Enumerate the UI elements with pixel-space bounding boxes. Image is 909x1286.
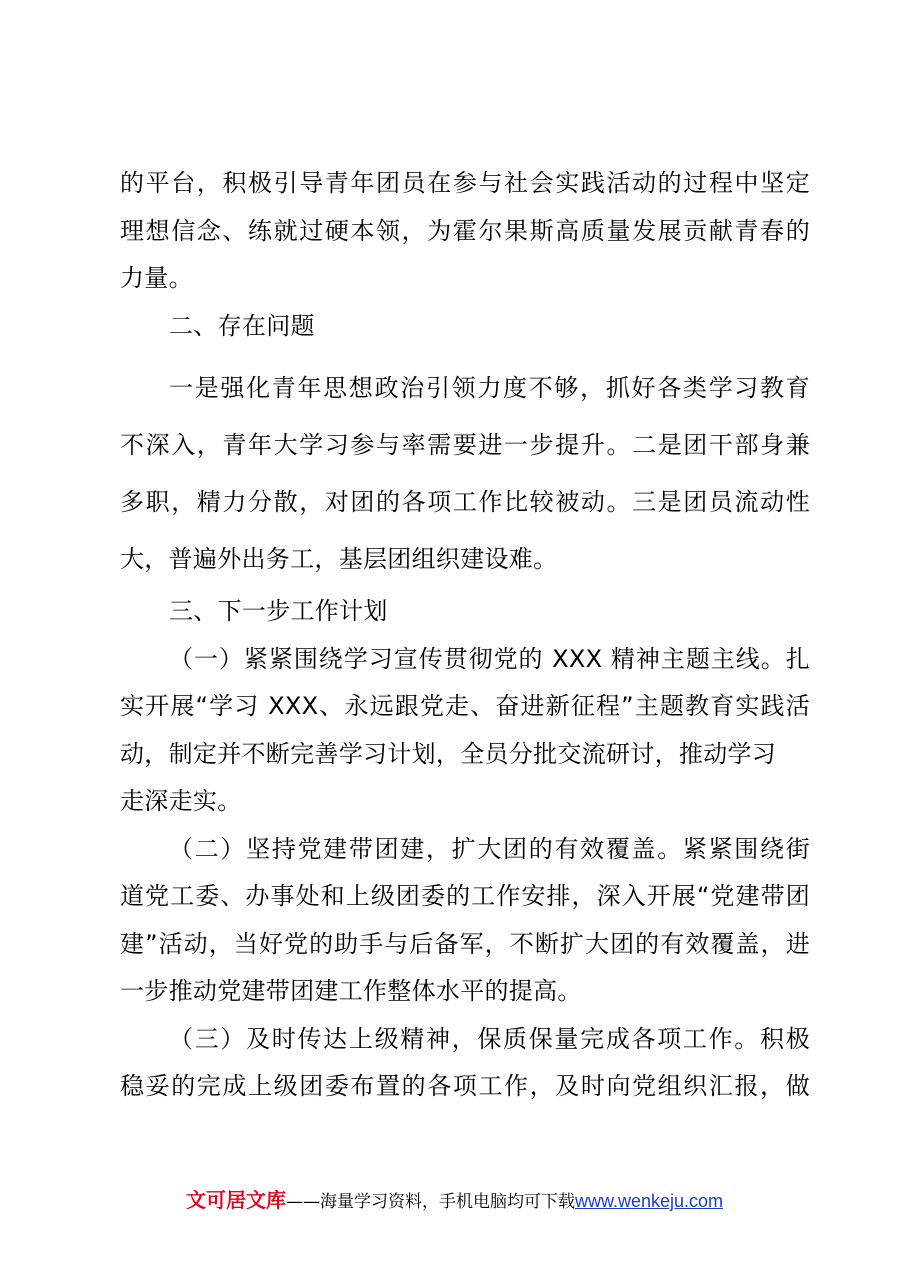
body-line: 理想信念、练就过硬本领，为霍尔果斯高质量发展贡献青春的 — [120, 217, 810, 245]
footer-banner — [0, 1184, 909, 1213]
body-line: （二）坚持党建带团建，扩大团的有效覆盖。紧紧围绕街 — [169, 835, 810, 863]
body-line: 动，制定并不断完善学习计划，全员分批交流研讨，推动学习 — [120, 740, 777, 768]
body-line: 大，普遍外出务工，基层团组织建设难。 — [120, 545, 558, 573]
brand-name: 文可居文库 — [185, 1188, 286, 1212]
body-line: 稳妥的完成上级团委布置的各项工作，及时向党组织汇报，做 — [120, 1072, 810, 1100]
body-line: （一）紧紧围绕学习宣传贯彻党的 XXX 精神主题主线。扎 — [169, 645, 810, 673]
body-line: 实开展“学习 XXX、永远跟党走、奋进新征程”主题教育实践活 — [120, 692, 810, 720]
body-line: 不深入，青年大学习参与率需要进一步提升。二是团干部身兼 — [120, 431, 810, 459]
body-line: （三）及时传达上级精神，保质保量完成各项工作。积极 — [169, 1025, 810, 1053]
body-line: 力量。 — [120, 264, 193, 292]
body-line: 建”活动，当好党的助手与后备军，不断扩大团的有效覆盖，进 — [120, 930, 810, 958]
website-link[interactable]: www.wenkeju.com — [574, 1191, 724, 1211]
body-line: 一步推动党建带团建工作整体水平的提高。 — [120, 977, 582, 1005]
section-heading: 二、存在问题 — [169, 312, 315, 340]
body-line: 的平台，积极引导青年团员在参与社会实践活动的过程中坚定 — [120, 169, 810, 197]
body-line: 走深走实。 — [120, 787, 242, 815]
body-line: 多职，精力分散，对团的各项工作比较被动。三是团员流动性 — [120, 488, 810, 516]
body-line: 一是强化青年思想政治引领力度不够，抓好各类学习教育 — [169, 374, 810, 402]
section-heading: 三、下一步工作计划 — [169, 597, 388, 625]
footer-tagline: ——海量学习资料，手机电脑均可下载 — [285, 1192, 575, 1212]
body-line: 道党工委、办事处和上级团委的工作安排，深入开展“党建带团 — [120, 882, 810, 910]
